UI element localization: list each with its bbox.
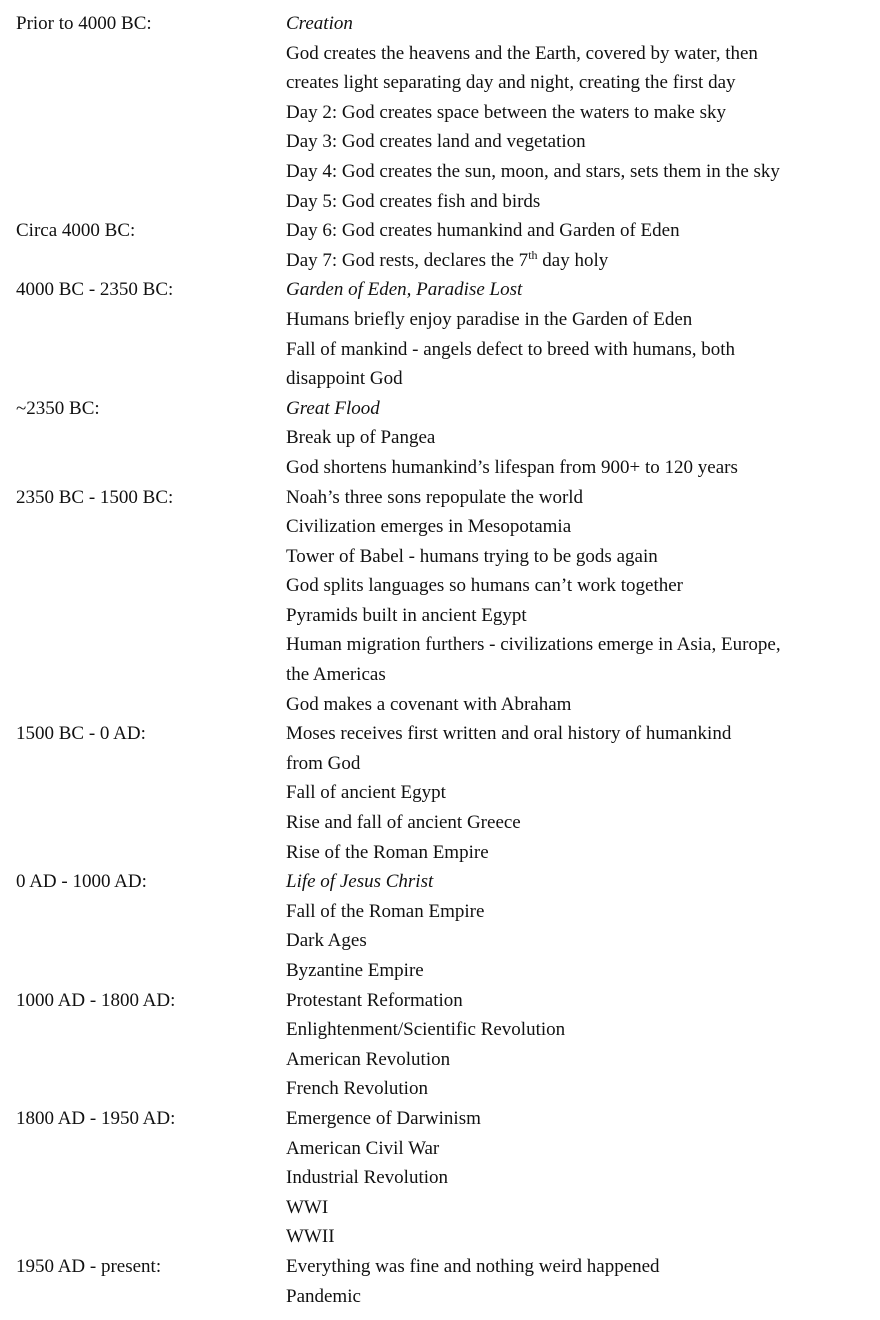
event-text: disappoint God [286,368,403,390]
event-text: Dark Ages [286,930,367,952]
event-text: Emergence of Darwinism [286,1107,481,1129]
timeline-row [16,275,866,305]
timeline-row [16,1134,866,1164]
event-text-prefix: Day 7: God rests, declares the 7 [286,249,529,271]
event-text: Pyramids built in ancient Egypt [286,604,527,626]
timeline-row [16,246,866,276]
event-text: Byzantine Empire [286,960,424,981]
timeline-row [16,305,866,335]
timeline-row [16,98,866,128]
period-label: 0 AD - 1000 AD: [16,871,147,893]
timeline-row [16,1282,866,1312]
timeline-row [16,1104,866,1134]
timeline-row [16,630,866,660]
event-text: Moses receives first written and oral history of humankind [286,723,732,745]
timeline-row [16,9,866,39]
event-text: Day 2: God creates space between the waters to make sky [286,101,726,123]
event-text: Humans briefly enjoy paradise in the Garden of Eden [286,308,693,330]
period-label: 1500 BC - 0 AD: [16,723,146,745]
timeline-row [16,127,866,157]
timeline [16,9,866,1311]
event-text: creates light separating day and night, creating the first day [286,72,736,94]
timeline-row [16,749,866,779]
timeline-row [16,986,866,1016]
event-heading: Garden of Eden, Paradise Lost [286,279,523,301]
timeline-row [16,926,866,956]
timeline-row [16,335,866,365]
timeline-row [16,1015,866,1045]
event-text: Industrial Revolution [286,1167,449,1189]
event-text-suffix: day holy [537,249,609,271]
event-text: American Revolution [286,1048,451,1070]
timeline-row [16,1163,866,1193]
event-text: Civilization emerges in Mesopotamia [286,516,572,538]
timeline-row [16,394,866,424]
timeline-row [16,778,866,808]
event-text: Fall of the Roman Empire [286,900,485,922]
event-text: Day 6: God creates humankind and Garden of Eden [286,220,680,242]
period-label: Prior to 4000 BC: [16,13,152,34]
event-heading: Life of Jesus Christ [286,871,434,893]
event-text: Pandemic [286,1285,361,1307]
event-heading: Great Flood [286,397,380,419]
event-text: Day 3: God creates land and vegetation [286,131,586,153]
timeline-row [16,808,866,838]
timeline-row [16,483,866,513]
period-label: 1000 AD - 1800 AD: [16,989,176,1011]
event-text: Rise of the Roman Empire [286,841,489,863]
period-label: Circa 4000 BC: [16,220,136,242]
event-text: Fall of ancient Egypt [286,782,446,804]
event-text: God shortens humankind’s lifespan from 900+ to 120 years [286,456,738,478]
timeline-row [16,1252,866,1282]
timeline-row [16,364,866,394]
timeline-row [16,453,866,483]
event-text: from God [286,752,361,774]
timeline-row [16,1045,866,1075]
timeline-row [16,423,866,453]
timeline-row [16,157,866,187]
event-text: Break up of Pangea [286,427,436,449]
event-text: Everything was fine and nothing weird happened [286,1255,660,1277]
timeline-row [16,542,866,572]
timeline-row [16,719,866,749]
timeline-row [16,512,866,542]
event-text: Protestant Reformation [286,989,463,1011]
timeline-row [16,897,866,927]
event-text: Rise and fall of ancient Greece [286,812,521,834]
timeline-row [16,690,866,720]
timeline-row [16,838,866,868]
period-label: 1950 AD - present: [16,1255,162,1277]
event-text: WWII [286,1226,335,1248]
timeline-row [16,68,866,98]
ordinal-suffix: th [528,247,538,262]
timeline-row [16,216,866,246]
timeline-row [16,1193,866,1223]
event-heading: Creation [286,13,353,34]
timeline-row [16,867,866,897]
event-text: Noah’s three sons repopulate the world [286,486,584,508]
timeline-row [16,1074,866,1104]
period-label: 4000 BC - 2350 BC: [16,279,174,301]
event-text: Enlightenment/Scientific Revolution [286,1019,566,1041]
event-text: God creates the heavens and the Earth, covered by water, then [286,42,758,64]
period-label: 1800 AD - 1950 AD: [16,1107,176,1129]
event-text: God makes a covenant with Abraham [286,693,572,715]
timeline-row [16,571,866,601]
event-text-superscript [286,246,608,276]
period-label: ~2350 BC: [16,397,100,419]
timeline-row [16,660,866,690]
event-text: Day 4: God creates the sun, moon, and stars, sets them in the sky [286,160,780,182]
timeline-row [16,39,866,69]
timeline-row [16,601,866,631]
event-text: American Civil War [286,1137,440,1159]
event-text: Day 5: God creates fish and birds [286,190,541,212]
event-text: the Americas [286,664,386,686]
event-text: French Revolution [286,1078,428,1100]
event-text: God splits languages so humans can’t work together [286,575,683,597]
timeline-row [16,956,866,986]
event-text: Human migration furthers - civilizations emerge in Asia, Europe, [286,634,781,656]
period-label: 2350 BC - 1500 BC: [16,486,174,508]
timeline-row [16,1222,866,1252]
event-text: Fall of mankind - angels defect to breed with humans, both [286,338,736,360]
event-text: WWI [286,1196,329,1218]
timeline-row [16,187,866,217]
event-text: Tower of Babel - humans trying to be gods again [286,545,658,567]
